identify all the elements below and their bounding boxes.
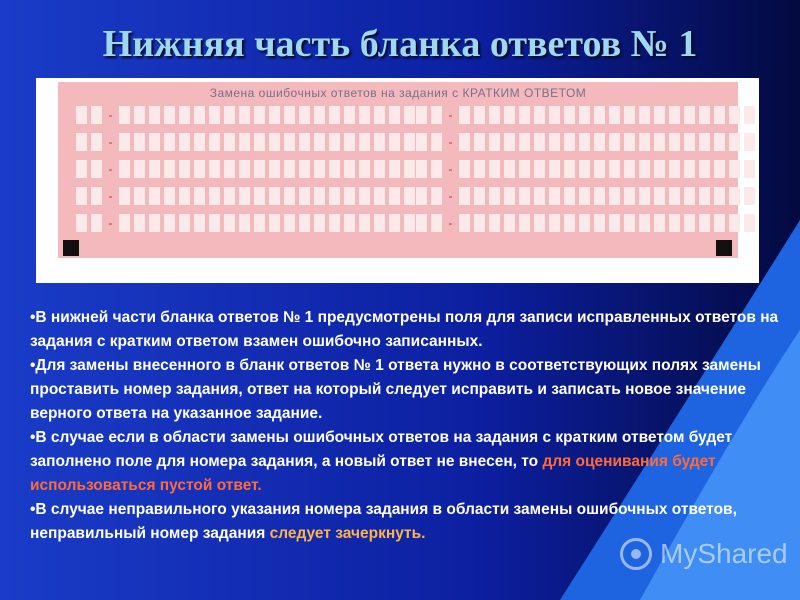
- answer-cell: [639, 106, 650, 124]
- bullet-2: •Для замены внесенного в бланк ответов № 1 ответа нужно в соответствующих полях замены проставить номер задания, ответ на который следует исправить и записать новое значение верного ответа на указанное задание.: [30, 357, 761, 422]
- answer-cell: [76, 106, 87, 124]
- answer-cell: [489, 160, 500, 178]
- answer-cell: [194, 133, 205, 151]
- answer-cell: [474, 160, 485, 178]
- answer-cell: [284, 133, 295, 151]
- answer-cell: [389, 160, 400, 178]
- row-dash: -: [108, 162, 113, 176]
- answer-cell: [744, 214, 755, 232]
- answer-cell: [459, 106, 470, 124]
- answer-cell: [416, 106, 427, 124]
- answer-cell: [534, 133, 545, 151]
- answer-cell: [284, 187, 295, 205]
- answer-cell: [76, 214, 87, 232]
- answer-cell: [209, 133, 220, 151]
- answer-cell: [579, 187, 590, 205]
- answer-cell: [564, 214, 575, 232]
- answer-cell: [504, 187, 515, 205]
- answer-cell: [239, 133, 250, 151]
- answer-cell: [639, 133, 650, 151]
- answer-cell: [164, 133, 175, 151]
- answer-cell: [416, 214, 427, 232]
- answer-cell: [669, 214, 680, 232]
- answer-cell: [149, 160, 160, 178]
- answer-cell: [269, 106, 280, 124]
- bullet-4-highlight: следует зачеркнуть.: [269, 525, 426, 542]
- answer-cell: [76, 133, 87, 151]
- answer-cell: [534, 106, 545, 124]
- answer-cell: [179, 187, 190, 205]
- answer-cell: [609, 187, 620, 205]
- answer-cell: [344, 160, 355, 178]
- answer-cell: [609, 214, 620, 232]
- answer-cell: [729, 160, 740, 178]
- answer-cell: [474, 133, 485, 151]
- answer-cell: [91, 133, 102, 151]
- row-dash: -: [448, 189, 453, 203]
- answer-cell: [624, 214, 635, 232]
- answer-cell: [119, 106, 130, 124]
- answer-cell: [699, 133, 710, 151]
- answer-cell: [654, 214, 665, 232]
- answer-cell: [699, 160, 710, 178]
- slide-body-text: [30, 306, 780, 546]
- answer-cell: [314, 187, 325, 205]
- answer-cell: [431, 133, 442, 151]
- answer-cell: [579, 214, 590, 232]
- answer-cell: [91, 187, 102, 205]
- answer-cell: [416, 187, 427, 205]
- answer-cell: [654, 187, 665, 205]
- answer-cell: [594, 160, 605, 178]
- slide-title: Нижняя часть бланка ответов № 1: [102, 23, 698, 65]
- answer-cell: [684, 187, 695, 205]
- answer-cell: [209, 214, 220, 232]
- answer-cell: [149, 187, 160, 205]
- answer-cell: [624, 187, 635, 205]
- answer-cell: [519, 133, 530, 151]
- answer-cell: [299, 187, 310, 205]
- answer-cell: [624, 133, 635, 151]
- bullet-1: •В нижней части бланка ответов № 1 предусмотрены поля для записи исправленных ответов на задания с кратким ответом взамен ошибочно записанных.: [30, 309, 779, 350]
- answer-cell: [594, 187, 605, 205]
- replacement-row: [76, 106, 419, 124]
- replacement-row: [76, 160, 419, 178]
- replacement-grid-left: [76, 106, 419, 241]
- answer-cell: [239, 160, 250, 178]
- replacement-area: [58, 82, 738, 258]
- answer-cell: [474, 187, 485, 205]
- answer-cell: [564, 160, 575, 178]
- answer-cell: [329, 214, 340, 232]
- replacement-area-heading: Замена ошибочных ответов на задания с КРАТКИМ ОТВЕТОМ: [209, 86, 587, 100]
- answer-cell: [374, 214, 385, 232]
- answer-cell: [179, 214, 190, 232]
- answer-cell: [549, 214, 560, 232]
- answer-cell: [119, 133, 130, 151]
- answer-cell: [404, 106, 415, 124]
- answer-cell: [359, 106, 370, 124]
- answer-cell: [344, 187, 355, 205]
- answer-cell: [389, 133, 400, 151]
- answer-cell: [134, 160, 145, 178]
- answer-cell: [374, 106, 385, 124]
- answer-cell: [76, 160, 87, 178]
- replacement-row: [416, 106, 759, 124]
- answer-cell: [564, 106, 575, 124]
- answer-cell: [744, 187, 755, 205]
- answer-cell: [224, 133, 235, 151]
- answer-cell: [209, 187, 220, 205]
- answer-cell: [329, 106, 340, 124]
- answer-cell: [209, 106, 220, 124]
- answer-cell: [194, 214, 205, 232]
- answer-cell: [669, 187, 680, 205]
- row-dash: -: [108, 189, 113, 203]
- answer-cell: [134, 214, 145, 232]
- answer-cell: [431, 106, 442, 124]
- replacement-row: [416, 187, 759, 205]
- answer-cell: [389, 214, 400, 232]
- answer-cell: [284, 160, 295, 178]
- answer-cell: [299, 133, 310, 151]
- bullet-3-highlight: для оценивания будет использоваться пустой ответ.: [30, 453, 716, 494]
- answer-cell: [91, 106, 102, 124]
- row-dash: -: [448, 108, 453, 122]
- answer-cell: [359, 214, 370, 232]
- answer-cell: [209, 160, 220, 178]
- answer-cell: [684, 214, 695, 232]
- answer-cell: [164, 214, 175, 232]
- answer-cell: [404, 133, 415, 151]
- answer-cell: [489, 214, 500, 232]
- answer-cell: [359, 133, 370, 151]
- answer-cell: [374, 187, 385, 205]
- answer-cell: [489, 133, 500, 151]
- answer-cell: [744, 160, 755, 178]
- answer-cell: [329, 133, 340, 151]
- answer-cell: [374, 133, 385, 151]
- answer-cell: [389, 106, 400, 124]
- watermark: [620, 538, 788, 570]
- answer-cell: [519, 160, 530, 178]
- row-dash: -: [448, 162, 453, 176]
- answer-cell: [594, 133, 605, 151]
- answer-cell: [639, 187, 650, 205]
- answer-cell: [549, 160, 560, 178]
- answer-cell: [284, 214, 295, 232]
- answer-cell: [119, 160, 130, 178]
- answer-cell: [744, 106, 755, 124]
- answer-cell: [344, 106, 355, 124]
- answer-cell: [284, 106, 295, 124]
- answer-cell: [519, 187, 530, 205]
- row-dash: -: [448, 216, 453, 230]
- answer-cell: [504, 160, 515, 178]
- answer-cell: [609, 133, 620, 151]
- answer-cell: [164, 160, 175, 178]
- answer-cell: [489, 187, 500, 205]
- answer-cell: [729, 133, 740, 151]
- answer-cell: [314, 214, 325, 232]
- answer-cell: [149, 106, 160, 124]
- answer-cell: [699, 187, 710, 205]
- answer-cell: [729, 106, 740, 124]
- answer-cell: [134, 106, 145, 124]
- answer-cell: [579, 133, 590, 151]
- bullet-3: •В случае если в области замены ошибочных ответов на задания с кратким ответом будет заполнено поле для номера задания, а новый ответ не внесен, то для оценивания будет использоваться пустой ответ.: [30, 429, 733, 494]
- answer-cell: [239, 106, 250, 124]
- replacement-row: [76, 187, 419, 205]
- answer-cell: [149, 133, 160, 151]
- replacement-row: [416, 160, 759, 178]
- answer-cell: [134, 133, 145, 151]
- answer-cell: [359, 187, 370, 205]
- answer-cell: [179, 160, 190, 178]
- answer-cell: [729, 214, 740, 232]
- answer-cell: [254, 160, 265, 178]
- answer-cell: [404, 160, 415, 178]
- answer-cell: [149, 214, 160, 232]
- answer-cell: [639, 214, 650, 232]
- answer-cell: [179, 106, 190, 124]
- answer-cell: [389, 187, 400, 205]
- answer-cell: [431, 160, 442, 178]
- answer-cell: [609, 160, 620, 178]
- answer-cell: [344, 214, 355, 232]
- row-dash: -: [108, 108, 113, 122]
- answer-cell: [431, 187, 442, 205]
- answer-cell: [164, 187, 175, 205]
- replacement-row: [416, 214, 759, 232]
- answer-cell: [684, 160, 695, 178]
- answer-cell: [519, 214, 530, 232]
- answer-cell: [404, 214, 415, 232]
- answer-cell: [374, 160, 385, 178]
- answer-cell: [654, 106, 665, 124]
- answer-cell: [549, 133, 560, 151]
- answer-cell: [489, 106, 500, 124]
- answer-cell: [579, 106, 590, 124]
- answer-cell: [714, 160, 725, 178]
- answer-cell: [459, 160, 470, 178]
- answer-cell: [669, 160, 680, 178]
- answer-cell: [594, 106, 605, 124]
- answer-cell: [254, 133, 265, 151]
- form-corner-marker: [716, 240, 732, 256]
- answer-cell: [76, 187, 87, 205]
- answer-cell: [504, 214, 515, 232]
- answer-cell: [579, 160, 590, 178]
- answer-cell: [91, 214, 102, 232]
- answer-cell: [459, 214, 470, 232]
- answer-cell: [534, 214, 545, 232]
- watermark-label: MyShared: [660, 538, 788, 569]
- answer-cell: [134, 187, 145, 205]
- myshared-logo-icon: [620, 538, 652, 570]
- answer-cell: [329, 160, 340, 178]
- answer-cell: [344, 133, 355, 151]
- answer-cell: [239, 214, 250, 232]
- answer-cell: [534, 187, 545, 205]
- answer-cell: [534, 160, 545, 178]
- answer-cell: [224, 160, 235, 178]
- replacement-row: [76, 133, 419, 151]
- answer-form-image: [36, 78, 759, 283]
- row-dash: -: [448, 135, 453, 149]
- answer-cell: [714, 133, 725, 151]
- answer-cell: [594, 214, 605, 232]
- answer-cell: [224, 106, 235, 124]
- answer-cell: [684, 133, 695, 151]
- answer-cell: [459, 187, 470, 205]
- answer-cell: [91, 160, 102, 178]
- answer-cell: [459, 133, 470, 151]
- answer-cell: [639, 160, 650, 178]
- answer-cell: [564, 187, 575, 205]
- answer-cell: [269, 160, 280, 178]
- answer-cell: [609, 106, 620, 124]
- answer-cell: [119, 214, 130, 232]
- answer-cell: [194, 187, 205, 205]
- replacement-grid-right: [416, 106, 759, 241]
- answer-cell: [314, 133, 325, 151]
- answer-cell: [699, 214, 710, 232]
- answer-cell: [224, 187, 235, 205]
- answer-cell: [224, 214, 235, 232]
- answer-cell: [299, 106, 310, 124]
- answer-cell: [314, 160, 325, 178]
- answer-cell: [624, 160, 635, 178]
- answer-cell: [714, 214, 725, 232]
- answer-cell: [254, 214, 265, 232]
- answer-cell: [416, 160, 427, 178]
- answer-cell: [474, 106, 485, 124]
- answer-cell: [359, 160, 370, 178]
- answer-cell: [194, 160, 205, 178]
- answer-cell: [431, 214, 442, 232]
- answer-cell: [684, 106, 695, 124]
- answer-cell: [299, 214, 310, 232]
- answer-cell: [179, 133, 190, 151]
- answer-cell: [564, 133, 575, 151]
- answer-cell: [714, 106, 725, 124]
- answer-cell: [669, 106, 680, 124]
- answer-cell: [299, 160, 310, 178]
- answer-cell: [549, 106, 560, 124]
- answer-cell: [714, 187, 725, 205]
- answer-cell: [504, 106, 515, 124]
- answer-cell: [729, 187, 740, 205]
- answer-cell: [744, 133, 755, 151]
- answer-cell: [654, 133, 665, 151]
- answer-cell: [654, 160, 665, 178]
- answer-cell: [504, 133, 515, 151]
- bullet-4: •В случае неправильного указания номера задания в области замены ошибочных ответов, неправильный номер задания следует зачеркнуть.: [30, 501, 737, 542]
- answer-cell: [329, 187, 340, 205]
- answer-cell: [269, 187, 280, 205]
- answer-cell: [164, 106, 175, 124]
- answer-cell: [404, 187, 415, 205]
- answer-cell: [254, 187, 265, 205]
- answer-cell: [549, 187, 560, 205]
- replacement-row: [416, 133, 759, 151]
- answer-cell: [194, 106, 205, 124]
- answer-cell: [239, 187, 250, 205]
- replacement-row: [76, 214, 419, 232]
- answer-cell: [624, 106, 635, 124]
- row-dash: -: [108, 216, 113, 230]
- answer-cell: [119, 187, 130, 205]
- answer-cell: [254, 106, 265, 124]
- row-dash: -: [108, 135, 113, 149]
- answer-cell: [519, 106, 530, 124]
- answer-cell: [269, 133, 280, 151]
- answer-cell: [699, 106, 710, 124]
- answer-cell: [269, 214, 280, 232]
- answer-cell: [474, 214, 485, 232]
- answer-cell: [669, 133, 680, 151]
- answer-cell: [314, 106, 325, 124]
- form-corner-marker: [63, 240, 79, 256]
- answer-cell: [416, 133, 427, 151]
